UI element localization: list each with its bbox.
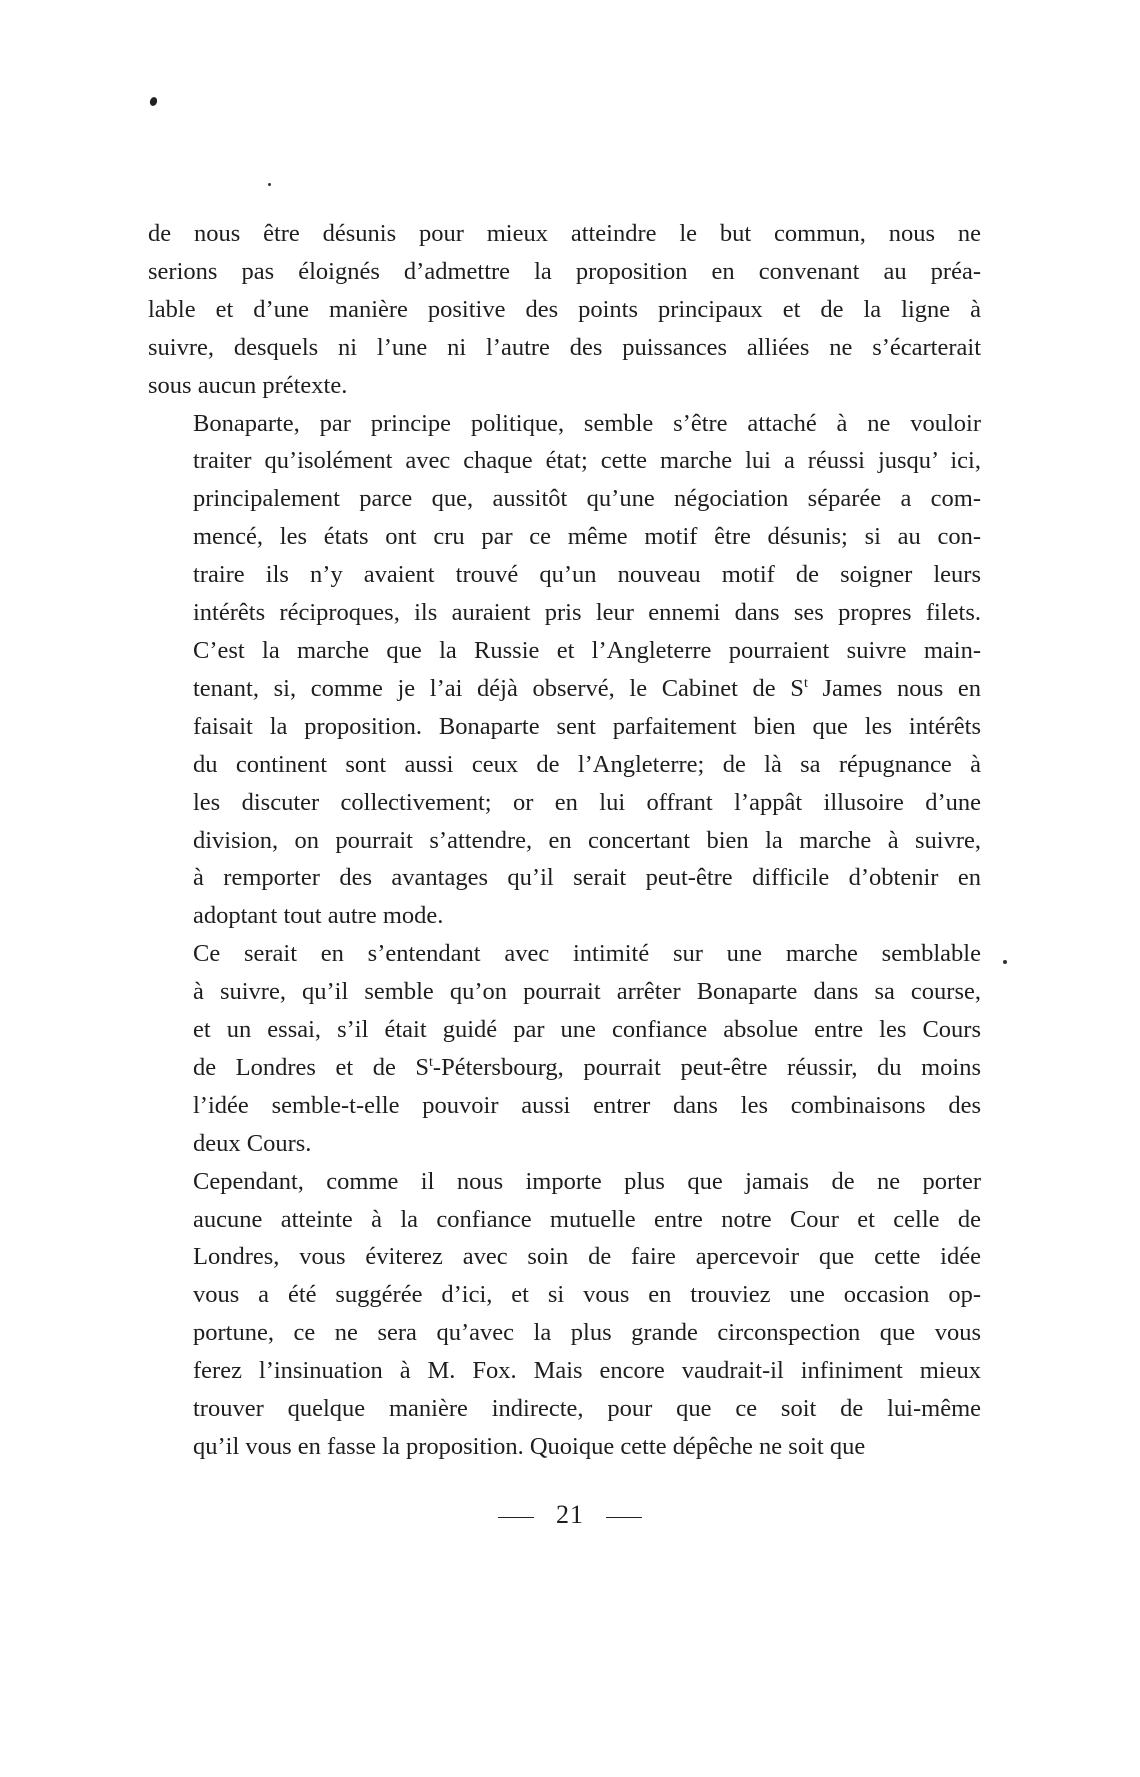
text-line: Cependant, comme il nous importe plus que jamais de ne porter [193,1167,981,1195]
text-line: C’est la marche que la Russie et l’Angleterre pourraient suivre main- [193,636,981,664]
text-line: de nous être désunis pour mieux atteindre le but commun, nous ne [148,220,981,247]
paragraph [148,215,981,405]
page-footer [0,1500,1140,1530]
text-line: Ce serait en s’entendant avec intimité sur une marche semblable [193,940,981,968]
text-line: principalement parce que, aussitôt qu’une négociation séparée a com- [193,485,981,513]
text-line: ferez l’insinuation à M. Fox. Mais encore vaudrait-il infiniment mieux [193,1357,981,1385]
text-line: traiter qu’isolément avec chaque état; cette marche lui a réussi jusqu’ ici, [193,447,981,475]
text-line: qu’il vous en fasse la proposition. Quoique cette dépêche ne soit que [193,1433,866,1460]
ink-speck [268,183,271,186]
page-number: 21 [556,1500,584,1529]
text-line: division, on pourrait s’attendre, en concertant bien la marche à suivre, [193,826,981,854]
footer-dash-left [498,1517,534,1518]
text-line: traire ils n’y avaient trouvé qu’un nouveau motif de soigner leurs [193,561,981,589]
text-line: adoptant tout autre mode. [193,902,444,930]
text-line: faisait la proposition. Bonaparte sent parfaitement bien que les intérêts [193,712,981,740]
footer-dash-right [606,1517,642,1518]
text-line: lable et d’une manière positive des points principaux et de la ligne à [148,295,981,323]
text-line: de Londres et de $S^t$-Pétersbourg, pourrait peut-être réussir, du moins [193,1053,981,1081]
paragraph [148,405,981,936]
text-line: à remporter des avantages qu’il serait peut-être difficile d’obtenir en [193,864,981,892]
text-line: trouver quelque manière indirecte, pour que ce soit de lui-même [193,1395,981,1423]
paragraph [148,935,981,1162]
text-line: aucune atteinte à la confiance mutuelle entre notre Cour et celle de [193,1205,981,1233]
text-line: serions pas éloignés d’admettre la proposition en convenant au préa- [148,257,981,285]
text-line: l’idée semble-t-elle pouvoir aussi entrer dans les combinaisons des [193,1091,981,1119]
body-text [148,215,981,1466]
superscript-abbreviation: t [429,1054,433,1070]
text-line: les discuter collectivement; or en lui offrant l’appât illusoire d’une [193,788,981,816]
text-line: deux Cours. [193,1129,312,1157]
paragraph [148,1163,981,1466]
text-line: intérêts réciproques, ils auraient pris leur ennemi dans ses propres filets. [193,599,981,627]
text-line: sous aucun prétexte. [148,371,348,399]
text-line: tenant, si, comme je l’ai déjà observé, le Cabinet de $S^t$ James nous en [193,674,981,702]
text-line: du continent sont aussi ceux de l’Angleterre; de là sa répugnance à [193,750,981,778]
text-line: portune, ce ne sera qu’avec la plus grande circonspection que vous [193,1319,981,1347]
text-line: à suivre, qu’il semble qu’on pourrait arrêter Bonaparte dans sa course, [193,978,981,1006]
text-line: Bonaparte, par principe politique, semble s’être attaché à ne vouloir [193,409,981,437]
text-line: Londres, vous éviterez avec soin de faire apercevoir que cette idée [193,1243,981,1271]
ink-mark [149,96,159,107]
text-line: vous a été suggérée d’ici, et si vous en trouviez une occasion op- [193,1281,981,1309]
superscript-abbreviation: t [803,675,808,691]
text-line: suivre, desquels ni l’une ni l’autre des puissances alliées ne s’écarterait [148,333,981,361]
text-line: mencé, les états ont cru par ce même motif être désunis; si au con- [193,523,981,551]
ink-speck [1003,960,1007,964]
text-line: et un essai, s’il était guidé par une confiance absolue entre les Cours [193,1016,981,1044]
